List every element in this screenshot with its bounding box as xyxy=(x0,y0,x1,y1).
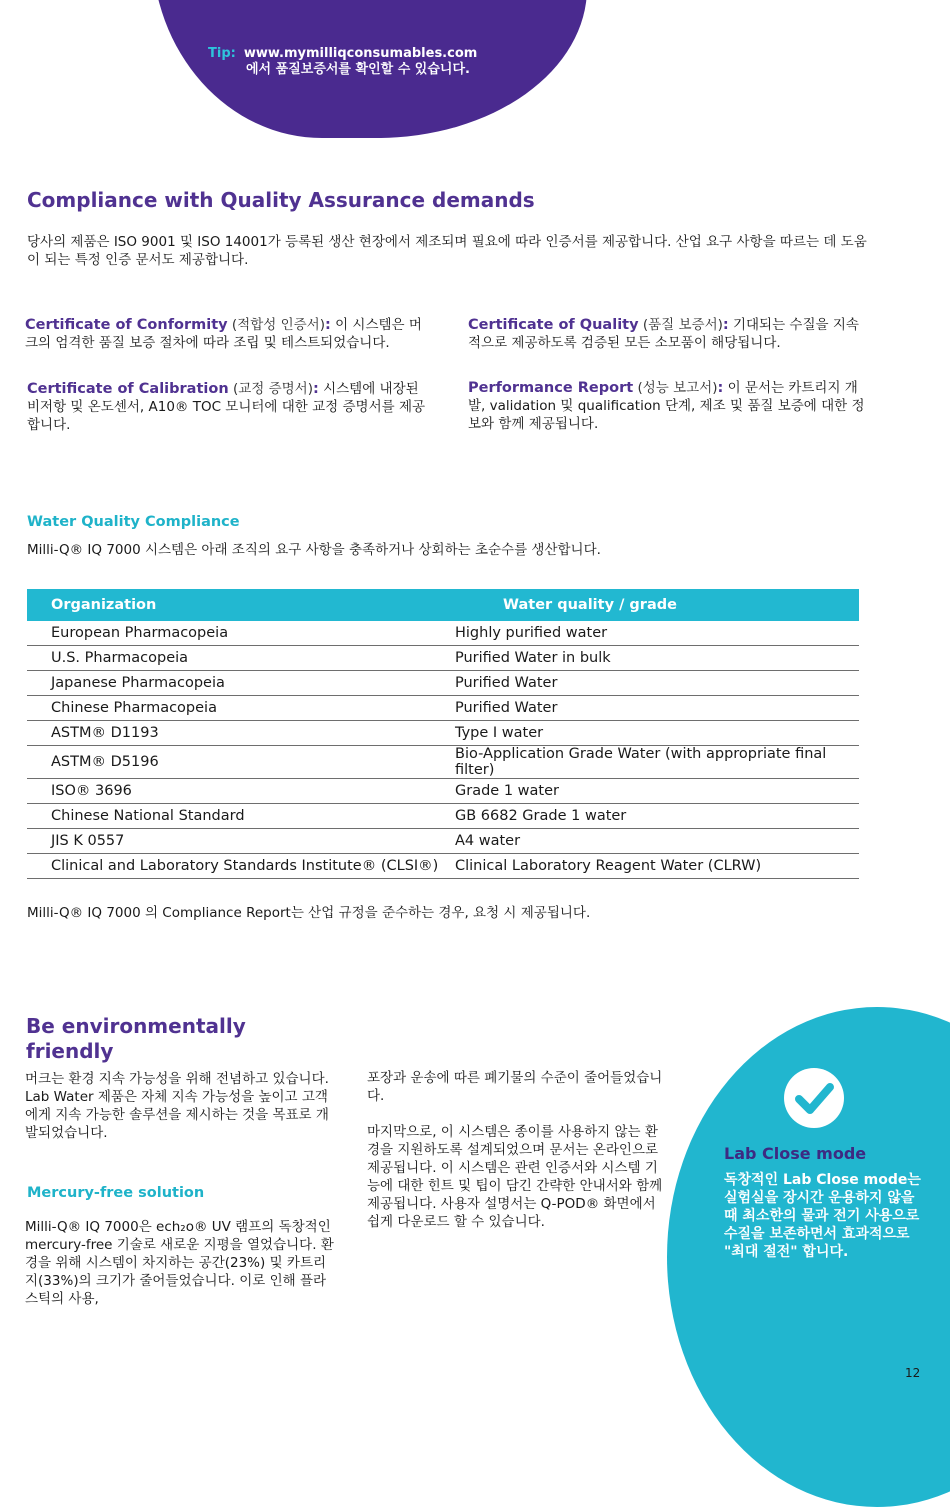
cell-water-grade: Bio-Application Grade Water (with appropriate final filter) xyxy=(455,746,859,779)
cert-title: Performance Report xyxy=(468,380,634,396)
cell-water-grade: GB 6682 Grade 1 water xyxy=(455,804,859,829)
mercury-text: Milli-Q® IQ 7000은 ech₂o® UV 램프의 독창적인 mercury-free 기술로 새로운 지평을 열었습니다. 환경을 위해 시스템이 차지하는 공간(23%) 및 카트리지(33%)의 크기가 줄어들었습니다. 이로 인해 플라스틱의 사용, xyxy=(25,1219,334,1307)
cert-performance xyxy=(468,379,873,433)
lab-close-text xyxy=(724,1171,929,1261)
cert-text: 기대되는 수질을 지속적으로 제공하도록 검증된 모든 소모품이 해당됩니다. xyxy=(468,317,859,351)
cert-colon: : xyxy=(722,317,729,333)
cert-colon: : xyxy=(324,317,331,333)
table-header-row xyxy=(27,589,859,621)
tip-url[interactable]: www.mymilliqconsumables.com xyxy=(243,46,478,61)
cert-paren: (성능 보고서) xyxy=(637,380,718,396)
lab-close-text-bold: Lab Close mode xyxy=(782,1172,908,1188)
cell-water-grade: Purified Water in bulk xyxy=(455,646,859,671)
cell-organization: ASTM® D1193 xyxy=(27,721,455,746)
cell-water-grade: Type I water xyxy=(455,721,859,746)
cert-colon: : xyxy=(717,380,724,396)
cert-paren: (교정 증명서) xyxy=(232,381,313,397)
table-row xyxy=(27,696,859,721)
env-col2-p2: 마지막으로, 이 시스템은 종이를 사용하지 않는 환경을 지원하도록 설계되었으며 문서는 온라인으로 제공됩니다. 이 시스템은 관련 인증서와 시스템 기능에 대한 힌트 및 팁이 담긴 간략한 안내서와 함께 제공됩니다. 사용자 설명서는 Q-POD® 화면에서 쉽게 다운로드 할 수 있습니다. xyxy=(367,1124,663,1230)
cell-water-grade: A4 water xyxy=(455,829,859,854)
table-row xyxy=(27,804,859,829)
table-row xyxy=(27,646,859,671)
header-water-quality: Water quality / grade xyxy=(455,589,859,621)
cell-organization: European Pharmacopeia xyxy=(27,621,455,646)
env-title-line2: friendly xyxy=(26,1039,114,1063)
cell-organization: U.S. Pharmacopeia xyxy=(27,646,455,671)
cell-organization: Japanese Pharmacopeia xyxy=(27,671,455,696)
cert-text: 이 시스템은 머크의 엄격한 품질 보증 절차에 따라 조립 및 테스트되었습니다. xyxy=(25,317,422,351)
cell-water-grade: Grade 1 water xyxy=(455,779,859,804)
cell-organization: Chinese National Standard xyxy=(27,804,455,829)
cert-text: 시스템에 내장된 비저항 및 온도센서, A10® TOC 모니터에 대한 교정 증명서를 제공합니다. xyxy=(27,381,426,433)
env-col2-p1: 포장과 운송에 따른 폐기물의 수준이 줄어들었습니다. xyxy=(367,1070,663,1104)
cert-title: Certificate of Conformity xyxy=(25,317,228,333)
cert-paren: (품질 보증서) xyxy=(642,317,723,333)
cert-title: Certificate of Calibration xyxy=(27,381,229,397)
qa-title: Compliance with Quality Assurance demands xyxy=(27,188,535,212)
cert-quality xyxy=(468,316,868,352)
cell-water-grade: Highly purified water xyxy=(455,621,859,646)
mercury-title: Mercury-free solution xyxy=(27,1185,205,1201)
table-row xyxy=(27,779,859,804)
cell-organization: JIS K 0557 xyxy=(27,829,455,854)
table-row xyxy=(27,721,859,746)
cell-water-grade: Purified Water xyxy=(455,671,859,696)
cell-organization: ISO® 3696 xyxy=(27,779,455,804)
tip-line2: 에서 품질보증서를 확인할 수 있습니다. xyxy=(246,62,470,77)
check-circle-icon xyxy=(784,1068,844,1128)
water-title: Water Quality Compliance xyxy=(27,514,240,530)
env-para1: 머크는 환경 지속 가능성을 위해 전념하고 있습니다. Lab Water 제품은 자체 지속 가능성을 높이고 고객에게 지속 가능한 솔루션을 제시하는 것을 목표로 개발되었습니다. xyxy=(25,1071,329,1141)
lab-close-text-pre: 독창적인 xyxy=(724,1172,783,1188)
tip-box xyxy=(208,46,477,78)
cert-title: Certificate of Quality xyxy=(468,317,639,333)
cell-organization: ASTM® D5196 xyxy=(27,746,455,779)
cert-calibration xyxy=(27,380,427,434)
cert-conformity xyxy=(25,316,430,352)
qa-intro: 당사의 제품은 ISO 9001 및 ISO 14001가 등록된 생산 현장에서 제조되며 필요에 따라 인증서를 제공합니다. 산업 요구 사항을 따르는 데 도움이 되는 특정 인증 문서도 제공합니다. xyxy=(27,234,867,268)
table-row xyxy=(27,829,859,854)
env-title xyxy=(26,1014,246,1064)
cert-colon: : xyxy=(312,381,319,397)
water-note: Milli-Q® IQ 7000 의 Compliance Report는 산업 규정을 준수하는 경우, 요청 시 제공됩니다. xyxy=(27,905,591,921)
cell-organization: Clinical and Laboratory Standards Institute® (CLSI®) xyxy=(27,854,455,879)
header-organization: Organization xyxy=(27,589,455,621)
table-row xyxy=(27,746,859,779)
page-number: 12 xyxy=(905,1366,921,1380)
cert-text: 이 문서는 카트리지 개발, validation 및 qualification 단계, 제조 및 품질 보증에 대한 정보와 함께 제공됩니다. xyxy=(468,380,865,432)
tip-label: Tip: xyxy=(208,46,236,61)
cell-organization: Chinese Pharmacopeia xyxy=(27,696,455,721)
lab-close-title: Lab Close mode xyxy=(724,1144,867,1163)
water-quality-table xyxy=(27,589,859,879)
table-row xyxy=(27,621,859,646)
cert-paren: (적합성 인증서) xyxy=(231,317,325,333)
cell-water-grade: Clinical Laboratory Reagent Water (CLRW) xyxy=(455,854,859,879)
cell-water-grade: Purified Water xyxy=(455,696,859,721)
table-row xyxy=(27,854,859,879)
env-title-line1: Be environmentally xyxy=(26,1014,246,1038)
water-intro: Milli-Q® IQ 7000 시스템은 아래 조직의 요구 사항을 충족하거나 상회하는 초순수를 생산합니다. xyxy=(27,542,601,558)
table-row xyxy=(27,671,859,696)
lab-close-text-post: 는 실험실을 장시간 운용하지 않을 때 최소한의 물과 전기 사용으로 수질을 보존하면서 효과적으로 "최대 절전" 합니다. xyxy=(724,1172,921,1260)
